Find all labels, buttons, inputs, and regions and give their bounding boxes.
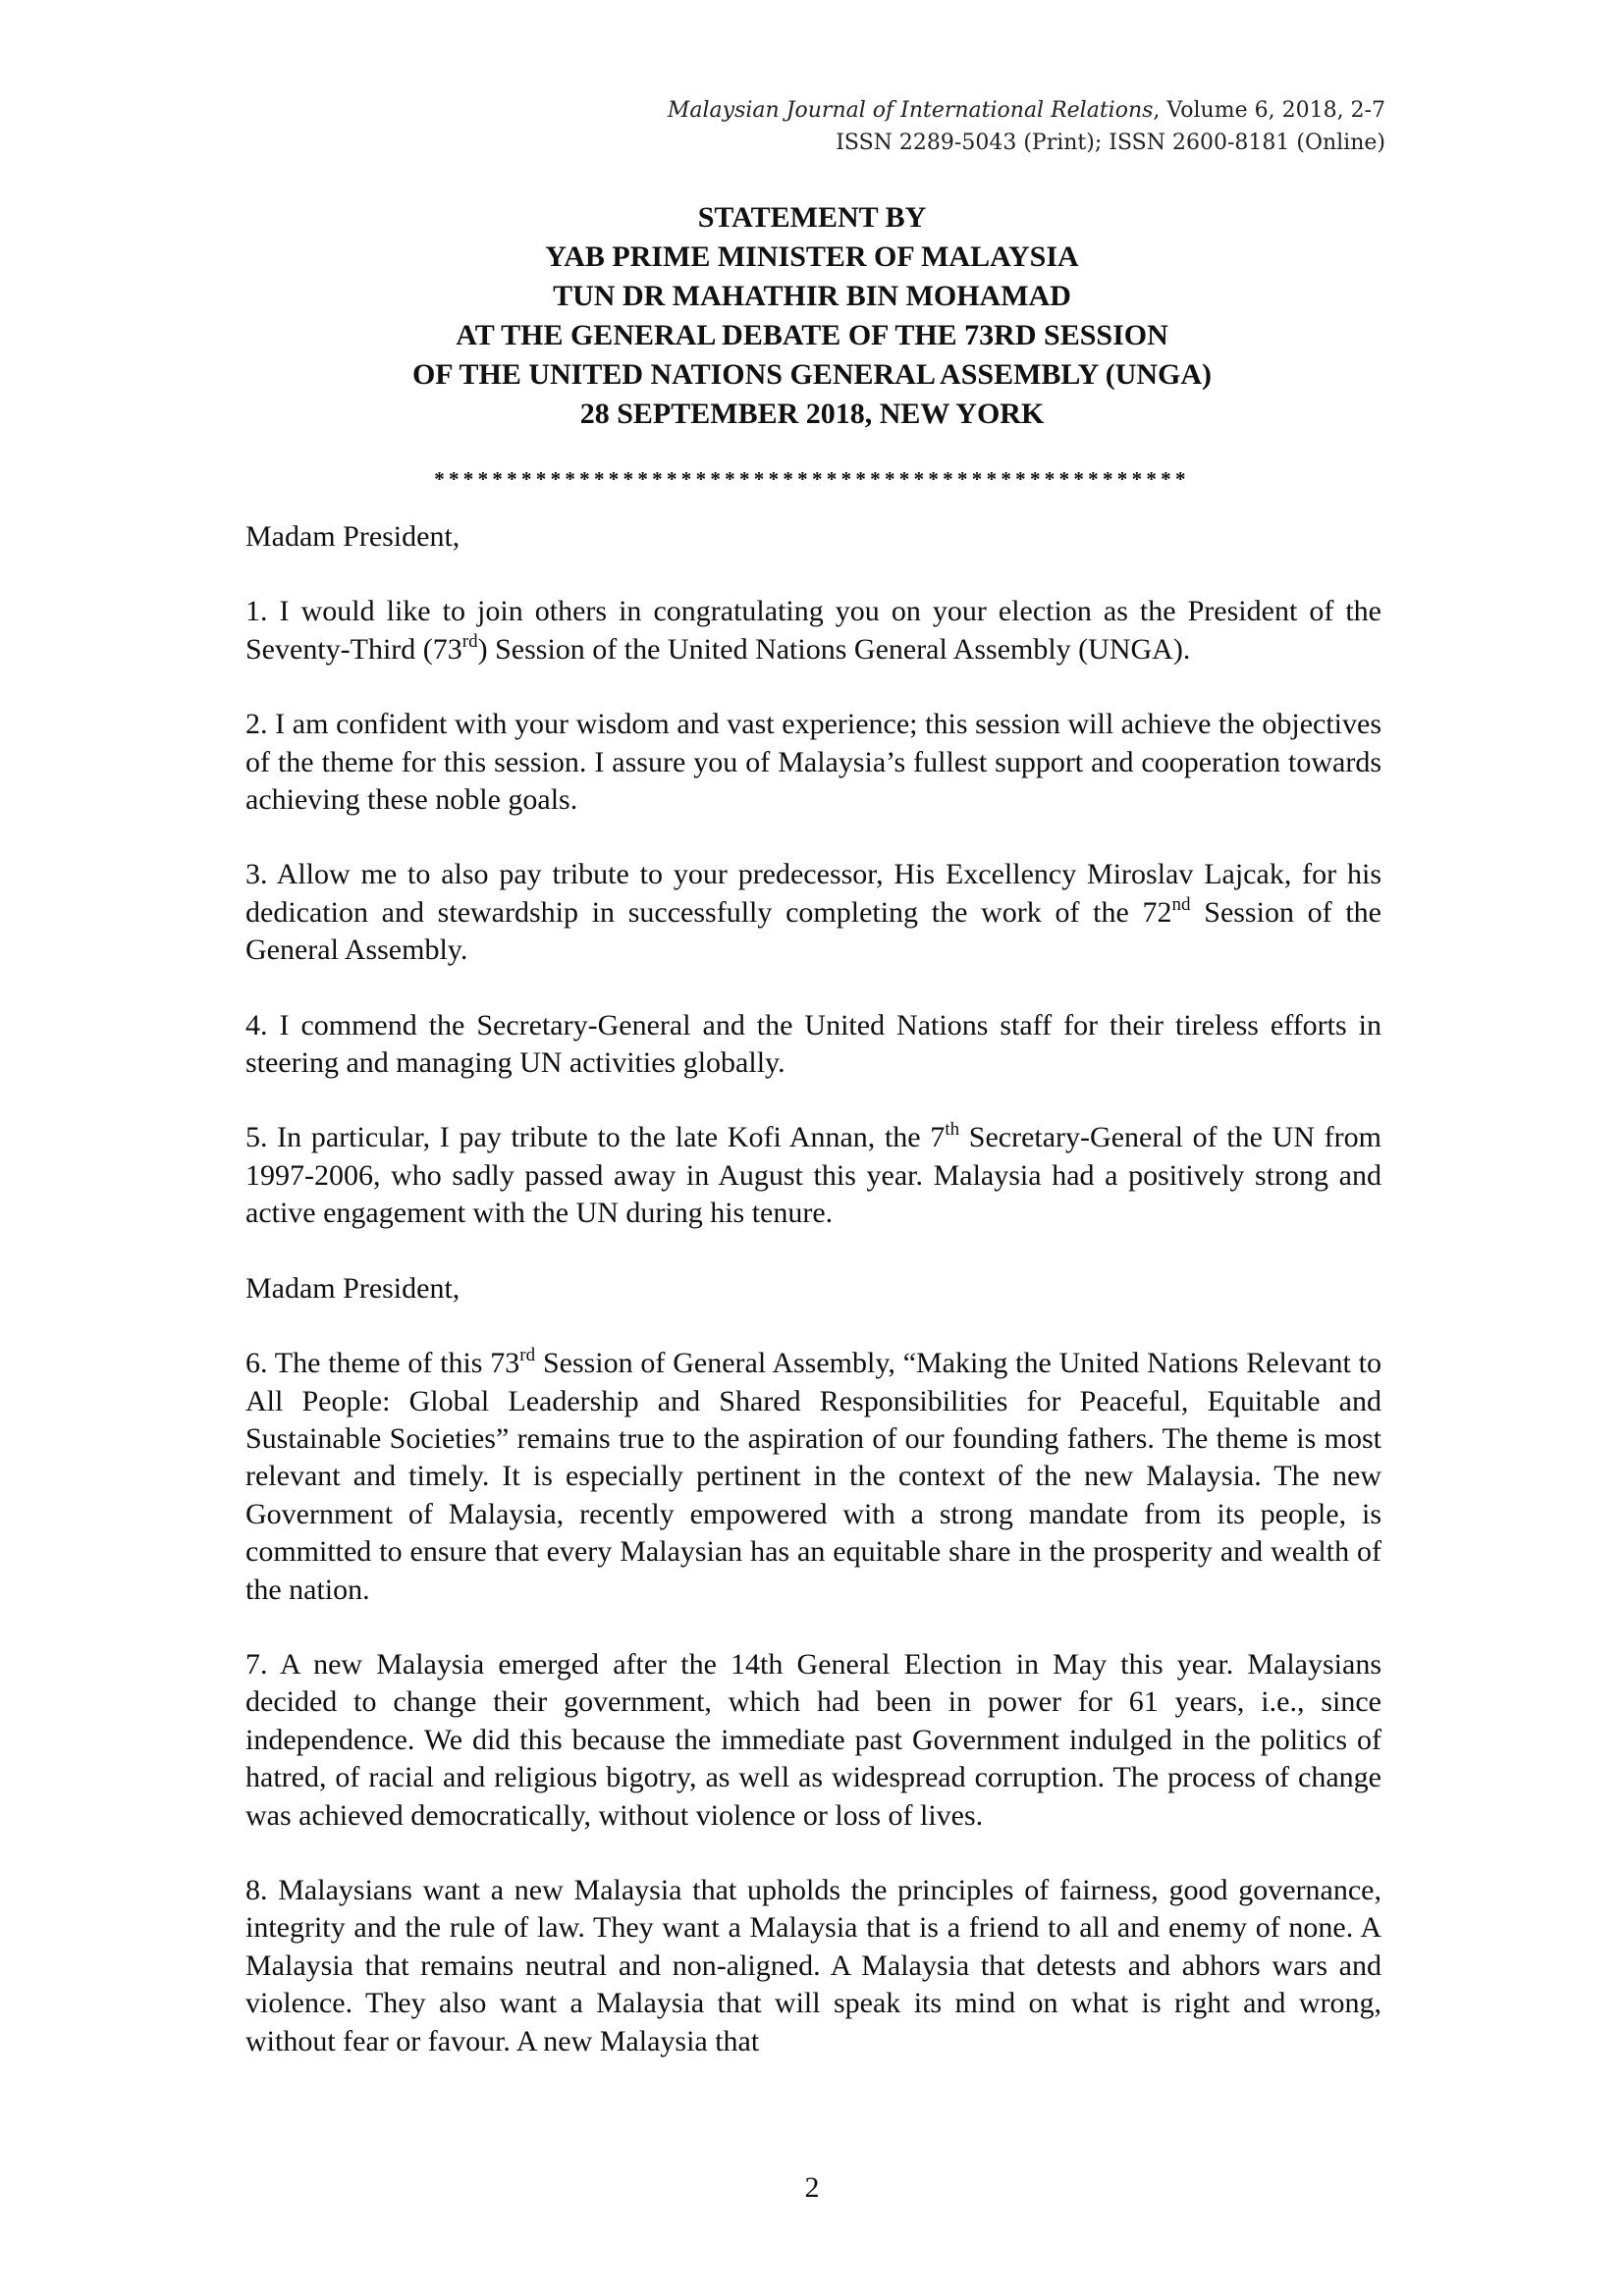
journal-citation [668, 94, 1385, 127]
paragraph-text: 3. Allow me to also pay tribute to your predecessor, His Excellency Miroslav Lajcak, for his dedication and stewardship in successfully completing the work of the 72 [245, 858, 1381, 929]
paragraph-8: 8. Malaysians want a new Malaysia that upholds the principles of fairness, good governance, integrity and the rule of law. They want a Malaysia that is a friend to all and enemy of none. A Malaysia that remains neutral and non-aligned. A Malaysia that detests and abhors wars and violence. They also want a Malaysia that will speak its mind on what is right and wrong, without fear or favour. A new Malaysia that [245, 1873, 1381, 2057]
title-line: STATEMENT BY [697, 201, 927, 234]
paragraph-2: 2. I am confident with your wisdom and vast experience; this session will achieve the objectives of the theme for this session. I assure you of Malaysia’s fullest support and cooperation towards achieving these noble goals. [245, 708, 1381, 817]
ordinal-suffix: th [945, 1119, 960, 1141]
statement-body [245, 518, 1381, 2060]
journal-header [668, 94, 1385, 159]
ordinal-suffix: nd [1171, 893, 1191, 915]
journal-issn: ISSN 2289-5043 (Print); ISSN 2600-8181 (Online) [836, 131, 1385, 155]
paragraph-text: ) Session of the United Nations General Assembly (UNGA). [477, 632, 1191, 666]
paragraph-text: Secretary-General of the UN from 1997-2006, who sadly passed away in August this year. Malaysia had a positively strong and active engagement with the UN during his tenure. [245, 1121, 1381, 1230]
paragraph-6 [245, 1345, 1381, 1609]
journal-name: Malaysian Journal of International Relations [667, 98, 1154, 123]
ordinal-suffix: rd [519, 1345, 536, 1366]
salutation: Madam President, [245, 520, 460, 553]
paragraph-7: 7. A new Malaysia emerged after the 14th General Election in May this year. Malaysians decided to change their government, which had been in power for 61 years, i.e., since independence. We did this because the immediate past Government indulged in the politics of hatred, of racial and religious bigotry, as well as widespread corruption. The process of change was achieved democratically, without violence or loss of lives. [245, 1647, 1381, 1832]
title-line: OF THE UNITED NATIONS GENERAL ASSEMBLY (UNGA) [411, 358, 1213, 391]
statement-title [245, 198, 1379, 434]
title-line: AT THE GENERAL DEBATE OF THE 73RD SESSION [456, 319, 1168, 351]
paragraph-text: 6. The theme of this 73 [245, 1347, 520, 1380]
paragraph-text: Session of the General Assembly. [245, 895, 1381, 967]
asterisk-separator: **************************************************** [434, 467, 1190, 491]
title-line: 28 SEPTEMBER 2018, NEW YORK [579, 398, 1045, 430]
paragraph-4: 4. I commend the Secretary-General and the United Nations staff for their tireless efforts in steering and managing UN activities globally. [245, 1008, 1381, 1080]
title-line: YAB PRIME MINISTER OF MALAYSIA [545, 240, 1079, 273]
journal-volume: , Volume 6, 2018, 2-7 [1153, 98, 1385, 123]
page-number: 2 [804, 2171, 820, 2204]
title-line: TUN DR MAHATHIR BIN MOHAMAD [553, 280, 1071, 312]
salutation: Madam President, [245, 1271, 460, 1305]
paragraph-3 [245, 856, 1381, 969]
paragraph-text: 1. I would like to join others in congratulating you on your election as the President of the Seventy-Third (73 [245, 595, 1381, 666]
ordinal-suffix: rd [461, 630, 478, 652]
paragraph-1 [245, 593, 1381, 668]
paragraph-text: Session of General Assembly, “Making the United Nations Relevant to All People: Global Leadership and Shared Responsibilities for Peaceful, Equitable and Sustainable Societies” remains true to the aspiration of our founding fathers. The theme is most relevant and timely. It is especially pertinent in the context of the new Malaysia. The new Government of Malaysia, recently empowered with a strong mandate from its people, is committed to ensure that every Malaysian has an equitable share in the prosperity and wealth of the nation. [245, 1347, 1381, 1606]
paragraph-text: 5. In particular, I pay tribute to the late Kofi Annan, the 7 [245, 1121, 946, 1154]
paragraph-5 [245, 1119, 1381, 1232]
